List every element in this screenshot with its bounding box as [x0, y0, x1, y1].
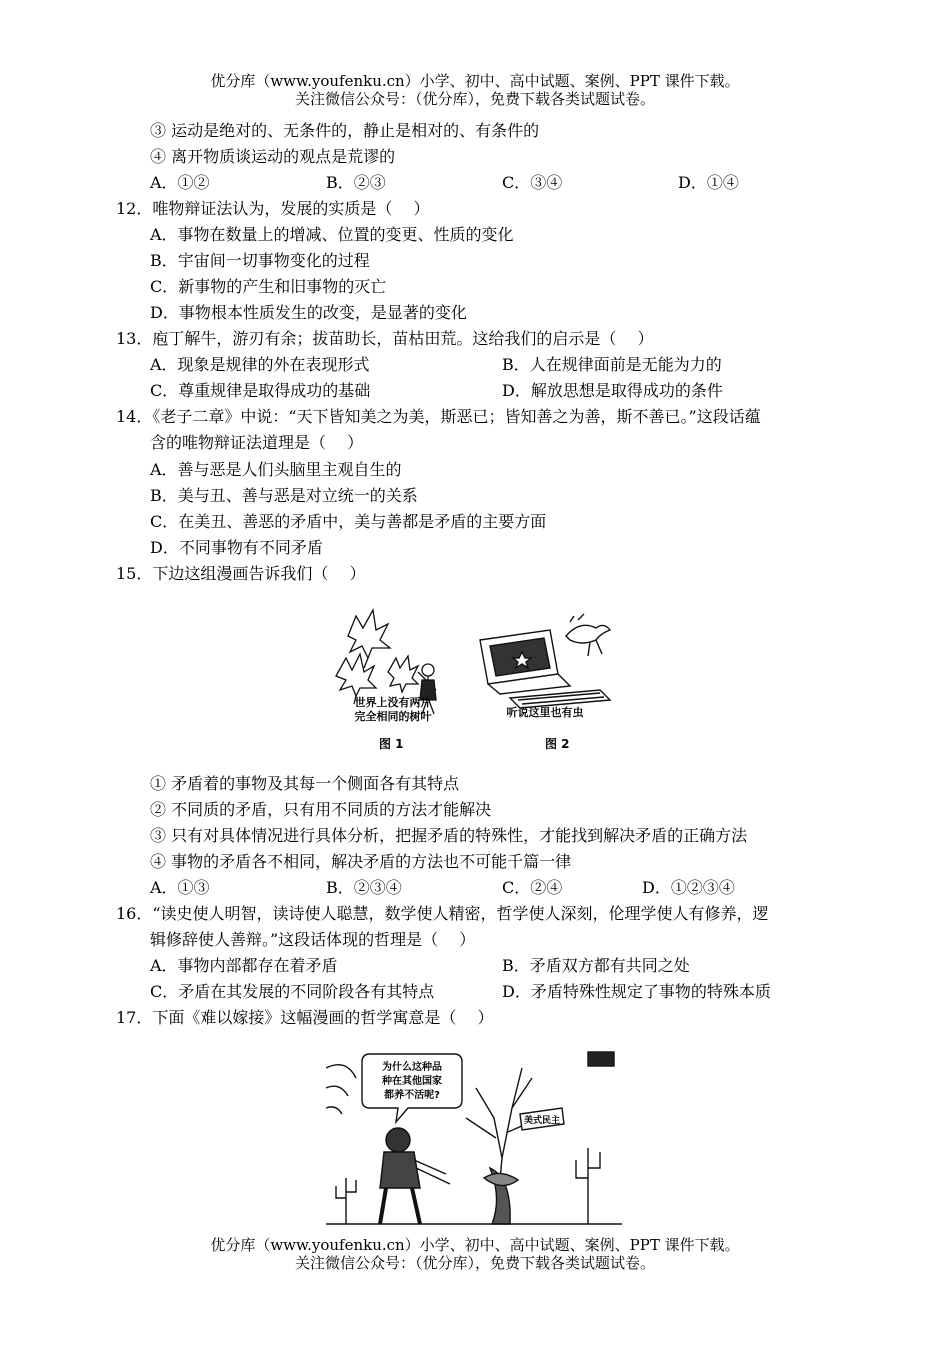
q13-option-a: A．现象是规律的外在表现形式 [150, 355, 370, 374]
fig1-caption-line-2: 完全相同的树叶 [354, 710, 432, 723]
tree-tag: 美式民主 [523, 1116, 561, 1126]
q12-option-d: D．事物根本性质发生的改变，是显著的变化 [150, 303, 467, 322]
leaves-cartoon-illustration [328, 596, 458, 726]
q12-stem: 12．唯物辩证法认为，发展的实质是（ ） [116, 199, 430, 218]
q14-option-d: D．不同事物有不同矛盾 [150, 538, 323, 557]
q15-statement-2: ② 不同质的矛盾，只有用不同质的方法才能解决 [150, 800, 492, 819]
grafting-cartoon-illustration [326, 1048, 622, 1230]
q16-option-a: A．事物内部都存在着矛盾 [150, 956, 338, 975]
fig2-label: 图 2 [545, 737, 570, 751]
q15-stem: 15．下边这组漫画告诉我们（ ） [116, 564, 366, 583]
q11-statement-3: ③ 运动是绝对的、无条件的，静止是相对的、有条件的 [150, 121, 540, 140]
computer-bird-illustration [470, 600, 620, 720]
q11-option-d: D．①④ [678, 173, 739, 192]
fig2-caption: 听说这里也有虫 [506, 706, 584, 719]
q14-stem-line-2: 含的唯物辩证法道理是（ ） [150, 433, 364, 452]
q16-option-b: B．矛盾双方都有共同之处 [502, 956, 690, 975]
q11-option-a: A．①② [150, 173, 210, 192]
q14-option-a: A．善与恶是人们头脑里主观自生的 [150, 460, 402, 479]
q11-option-c: C．③④ [502, 173, 563, 192]
q15-statement-4: ④ 事物的矛盾各不相同，解决矛盾的方法也不可能千篇一律 [150, 852, 572, 871]
q15-option-b: B．②③④ [326, 878, 402, 897]
q13-option-c: C．尊重规律是取得成功的基础 [150, 381, 371, 400]
fig1-label: 图 1 [379, 737, 404, 751]
q14-option-b: B．美与丑、善与恶是对立统一的关系 [150, 486, 418, 505]
bubble-line-2: 种在其他国家 [382, 1076, 442, 1087]
q16-stem-line-2: 辑修辞使人善辩。”这段话体现的哲理是（ ） [150, 930, 476, 949]
q17-stem: 17．下面《难以嫁接》这幅漫画的哲学寓意是（ ） [116, 1008, 494, 1027]
q15-figure-2 [470, 600, 620, 720]
footer-line-1: 优分库（www.youfenku.cn）小学、初中、高中试题、案例、PPT 课件下载。 [210, 1236, 740, 1254]
q12-option-c: C．新事物的产生和旧事物的灭亡 [150, 277, 387, 296]
bubble-line-1: 为什么这种品 [382, 1062, 442, 1073]
fig1-caption-line-1: 世界上没有两片 [354, 696, 432, 709]
bubble-line-3: 都养不活呢? [384, 1090, 440, 1101]
q15-statement-1: ① 矛盾着的事物及其每一个侧面各有其特点 [150, 774, 460, 793]
q15-option-d: D．①②③④ [642, 878, 735, 897]
q16-stem-line-1: 16．“读史使人明智，读诗使人聪慧，数学使人精密，哲学使人深刻，伦理学使人有修养，逻 [116, 904, 769, 923]
q17-cartoon [326, 1048, 622, 1230]
q13-option-d: D．解放思想是取得成功的条件 [502, 381, 723, 400]
q16-option-d: D．矛盾特殊性规定了事物的特殊本质 [502, 982, 771, 1001]
q13-option-b: B．人在规律面前是无能为力的 [502, 355, 722, 374]
q11-option-b: B．②③ [326, 173, 386, 192]
header-line-2: 关注微信公众号：（优分库），免费下载各类试题试卷。 [294, 90, 655, 108]
q15-option-a: A．①③ [150, 878, 210, 897]
q13-stem: 13．庖丁解牛，游刃有余；拔苗助长，苗枯田荒。这给我们的启示是（ ） [116, 329, 654, 348]
q15-figure-1 [328, 596, 458, 726]
q11-statement-4: ④ 离开物质谈运动的观点是荒谬的 [150, 147, 396, 166]
header-line-1: 优分库（www.youfenku.cn）小学、初中、高中试题、案例、PPT 课件下载。 [210, 72, 740, 90]
q14-stem-line-1: 14．《老子二章》中说：“天下皆知美之为美，斯恶已；皆知善之为善，斯不善已。”这段话蕴 [116, 407, 761, 426]
q14-option-c: C．在美丑、善恶的矛盾中，美与善都是矛盾的主要方面 [150, 512, 547, 531]
q15-option-c: C．②④ [502, 878, 563, 897]
q15-statement-3: ③ 只有对具体情况进行具体分析，把握矛盾的特殊性，才能找到解决矛盾的正确方法 [150, 826, 748, 845]
footer-line-2: 关注微信公众号：（优分库），免费下载各类试题试卷。 [294, 1254, 655, 1272]
q16-option-c: C．矛盾在其发展的不同阶段各有其特点 [150, 982, 435, 1001]
q12-option-b: B．宇宙间一切事物变化的过程 [150, 251, 370, 270]
q12-option-a: A．事物在数量上的增减、位置的变更、性质的变化 [150, 225, 514, 244]
